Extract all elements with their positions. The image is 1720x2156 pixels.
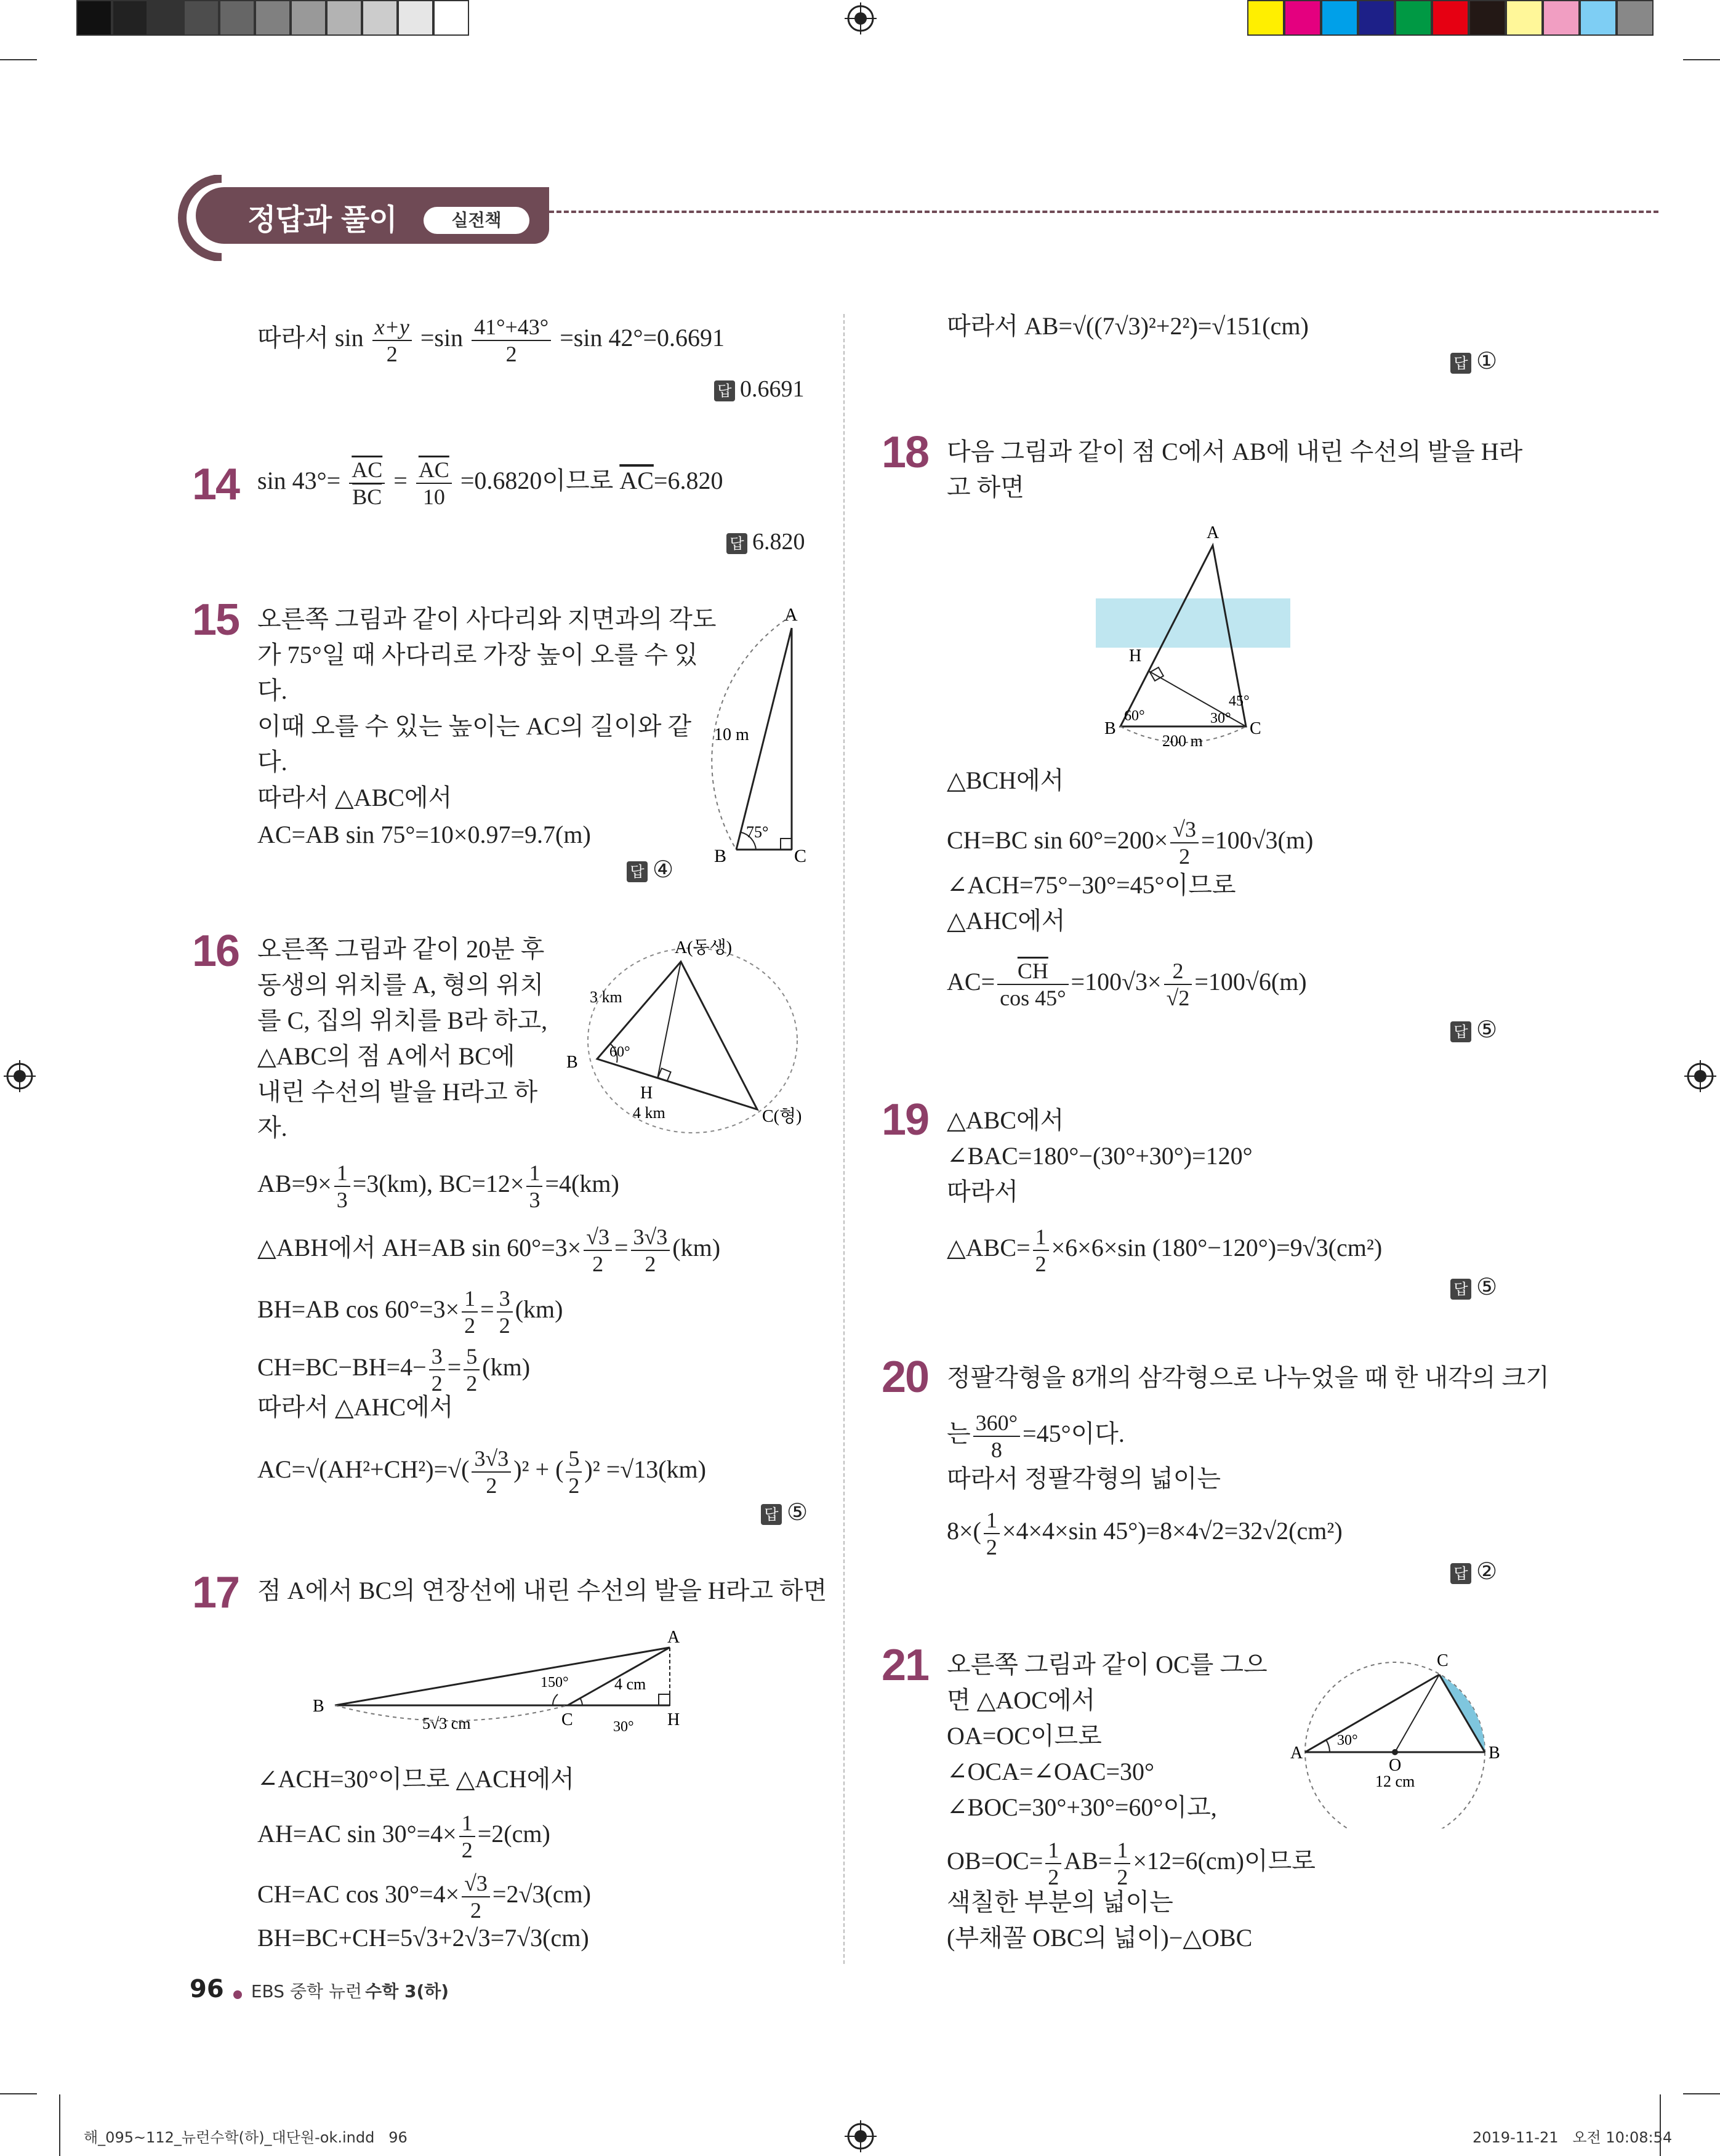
registration-mark	[1684, 1060, 1716, 1092]
color-swatch	[1395, 0, 1432, 36]
q18-calc-line: △BCH에서	[947, 766, 1064, 794]
bullet-icon	[233, 1990, 242, 1999]
footer	[190, 1975, 449, 2003]
crop-mark	[1683, 2093, 1720, 2094]
q15-fig-B: B	[714, 846, 727, 866]
publisher: EBS 중학 뉴런	[251, 1981, 363, 2001]
color-swatch	[1580, 0, 1617, 36]
file-info: 해_095~112_뉴런수학(하)_대단원-ok.indd 96	[84, 2129, 408, 2146]
q20-answer: 답 ②	[1450, 1558, 1497, 1585]
color-swatch	[291, 0, 326, 36]
color-swatch	[219, 0, 255, 36]
color-swatch	[362, 0, 398, 36]
q18-number: 18	[882, 428, 929, 477]
q15-line: 따라서 △ABC에서	[257, 784, 452, 811]
q18-fig-a30: 30°	[1210, 710, 1231, 726]
q18-fig-a60: 60°	[1124, 708, 1145, 724]
header-rule	[549, 211, 1658, 213]
q16-triangle-figure	[560, 936, 825, 1139]
q18-fig-B: B	[1104, 719, 1116, 738]
q13-line: 따라서 sin $\frac{x+y}{2}$ =sin $\frac{41^\circ+43^\circ}{2}$ =sin 42°=0.6691	[257, 315, 725, 366]
q19-answer: 답 ⑤	[1450, 1273, 1497, 1301]
q18-line: 고 하면	[947, 473, 1024, 501]
q16-fig-hc: 4 km	[633, 1104, 665, 1122]
q17-fig-ac: 4 cm	[614, 1675, 646, 1693]
q18-river-figure	[1083, 517, 1305, 751]
q21-fig-O: O	[1389, 1756, 1402, 1775]
q17-calc-line: AH=AC sin 30°=4× $\frac{1}{2}$ =2(cm)	[257, 1811, 550, 1862]
q16-fig-H: H	[640, 1084, 653, 1103]
q21-line: (부채꼴 OBC의 넓이)−△OBC	[947, 1924, 1253, 1952]
q21-line: 색칠한 부분의 넓이는	[947, 1888, 1173, 1916]
q15-line: AC=AB sin 75°=10×0.97=9.7(m)	[257, 821, 591, 848]
registration-mark	[4, 1060, 36, 1092]
q16-fig-B: B	[566, 1053, 578, 1072]
q21-line: OB=OC= $\frac{1}{2}$ AB= $\frac{1}{2}$ ×12=6(cm)이므로	[947, 1838, 1316, 1889]
q21-line: ∠OCA=∠OAC=30°	[947, 1758, 1155, 1785]
q16-line: 오른쪽 그림과 같이 20분 후	[257, 935, 545, 963]
color-swatch	[1432, 0, 1469, 36]
q17-fig-angle2: 30°	[613, 1719, 634, 1735]
q21-line: OA=OC이므로	[947, 1722, 1102, 1750]
q16-fig-C: C(형)	[762, 1107, 802, 1126]
page-header-title: 정답과 풀이	[247, 203, 397, 237]
q14-line: sin 43°= $\frac{\overline{AC}}{BC}$ = $\frac{\overline{AC}}{10}$ =0.6820이므로 $\overline{AC}=6.820$	[257, 457, 723, 509]
q13-answer: 답 0.6691	[714, 376, 805, 403]
q16-calc-line: BH=AB cos 60°=3× $\frac{1}{2}$ = $\frac{3}{2}$ (km)	[257, 1286, 563, 1338]
color-swatch	[1321, 0, 1358, 36]
q16-line: 자.	[257, 1114, 287, 1141]
q15-fig-angle: 75°	[746, 823, 769, 841]
color-swatch	[1469, 0, 1506, 36]
q17-calc-line: ∠ACH=30°이므로 △ACH에서	[257, 1765, 574, 1793]
q14-number: 14	[192, 460, 239, 509]
q16-fig-ab: 3 km	[590, 988, 622, 1006]
color-swatch	[1617, 0, 1654, 36]
q16-fig-angle: 60°	[609, 1044, 630, 1060]
color-swatch	[76, 0, 112, 36]
q15-fig-A: A	[784, 605, 798, 625]
q18-calc-line: △AHC에서	[947, 907, 1066, 935]
color-swatch	[183, 0, 219, 36]
q18-fig-H: H	[1129, 646, 1142, 666]
page-number: 96	[190, 1975, 224, 2003]
q17-fig-angle1: 150°	[541, 1675, 569, 1691]
q21-line: 오른쪽 그림과 같이 OC를 그으	[947, 1651, 1268, 1678]
color-swatch	[1247, 0, 1284, 36]
q17-fig-A: A	[667, 1628, 680, 1647]
q18-calc-line: ∠ACH=75°−30°=45°이므로	[947, 871, 1236, 899]
q15-line: 이때 오를 수 있는 높이는 AC의 길이와 같	[257, 712, 692, 740]
q16-fig-A: A(동생)	[675, 938, 732, 957]
q17-fig-bc: 5√3 cm	[422, 1715, 471, 1732]
q20-line: 정팔각형을 8개의 삼각형으로 나누었을 때 한 내각의 크기	[947, 1364, 1549, 1391]
q15-line: 다.	[257, 748, 287, 776]
q15-line: 오른쪽 그림과 같이 사다리와 지면과의 각도	[257, 605, 717, 633]
q21-circle-figure	[1280, 1644, 1502, 1828]
q18-line: 다음 그림과 같이 점 C에서 AB에 내린 수선의 발을 H라	[947, 438, 1523, 465]
q17-calc-line: CH=AC cos 30°=4× $\frac{√3}{2}$ =2√3(cm)	[257, 1871, 591, 1923]
print-timestamp: 2019-11-21 오전 10:08:54	[1473, 2129, 1673, 2146]
q20-line: 따라서 정팔각형의 넓이는	[947, 1465, 1221, 1492]
color-swatch	[433, 0, 469, 36]
color-swatch	[255, 0, 291, 36]
color-swatch	[112, 0, 148, 36]
q20-line: 8×( $\frac{1}{2}$ ×4×4×sin 45°)=8×4√2=32√2(cm²)	[947, 1508, 1343, 1559]
q18-fig-a45: 45°	[1229, 693, 1250, 709]
q16-answer: 답 ⑤	[761, 1498, 808, 1526]
q17-intro: 점 A에서 BC의 연장선에 내린 수선의 발을 H라고 하면	[257, 1577, 827, 1604]
q16-number: 16	[192, 927, 239, 976]
q19-line: △ABC에서	[947, 1106, 1064, 1134]
q21-fig-angle: 30°	[1337, 1732, 1358, 1748]
q17-conclusion: 따라서 AB=√((7√3)²+2²)=√151(cm)	[947, 312, 1309, 340]
q18-fig-bc: 200 m	[1162, 732, 1203, 750]
q15-ladder-figure	[702, 603, 825, 868]
column-divider	[843, 314, 845, 1964]
q16-calc-line: 따라서 △AHC에서	[257, 1393, 454, 1421]
color-swatch	[1543, 0, 1580, 36]
q21-fig-C: C	[1437, 1651, 1449, 1670]
q15-fig-len: 10 m	[714, 725, 749, 744]
q19-number: 19	[882, 1095, 929, 1144]
q16-calc-line: AC=√(AH²+CH²)=√( $\frac{3√3}{2}$ )² + ( $\frac{5}{2}$ )² =√13(km)	[257, 1446, 706, 1498]
q15-line: 가 75°일 때 사다리로 가장 높이 오를 수 있	[257, 641, 698, 669]
q18-calc-line: CH=BC sin 60°=200× $\frac{√3}{2}$ =100√3(m)	[947, 817, 1314, 869]
color-swatch	[1506, 0, 1543, 36]
q16-calc-line: CH=BC−BH=4− $\frac{3}{2}$ = $\frac{5}{2}$ (km)	[257, 1344, 531, 1396]
q18-answer: 답 ⑤	[1450, 1016, 1497, 1044]
crop-mark	[1683, 59, 1720, 60]
q21-fig-B: B	[1489, 1744, 1500, 1763]
q17-calc-line: BH=BC+CH=5√3+2√3=7√3(cm)	[257, 1924, 589, 1952]
q21-line: 면 △AOC에서	[947, 1686, 1096, 1714]
crop-mark	[0, 59, 37, 60]
q20-line: 는 $\frac{360^\circ}{8}$ =45°이다.	[947, 1410, 1125, 1462]
color-swatch	[1284, 0, 1321, 36]
q17-fig-C: C	[561, 1710, 573, 1729]
q19-line: △ABC= $\frac{1}{2}$ ×6×6×sin (180°−120°)=9√3(cm²)	[947, 1225, 1383, 1276]
q15-number: 15	[192, 595, 239, 645]
registration-mark	[845, 2120, 877, 2152]
q15-fig-C: C	[794, 846, 807, 866]
section-badge: 실전책	[424, 207, 529, 234]
q21-fig-A: A	[1290, 1744, 1303, 1763]
river-band	[1096, 598, 1290, 648]
q15-line: 다.	[257, 677, 287, 704]
q18-calc-line: AC= $\frac{\overline{CH}}{\cos 45^\circ}$ =100√3× $\frac{2}{√2}$ =100√6(m)	[947, 959, 1307, 1010]
subject: 수학 3(하)	[365, 1981, 449, 2001]
q14-answer: 답 6.820	[726, 528, 805, 555]
color-swatch	[326, 0, 362, 36]
color-swatch	[1358, 0, 1395, 36]
q21-fig-ab: 12 cm	[1375, 1772, 1415, 1790]
q17-number: 17	[192, 1568, 239, 1617]
q21-line: ∠BOC=30°+30°=60°이고,	[947, 1793, 1217, 1821]
crop-mark	[0, 2093, 37, 2094]
q17-fig-B: B	[313, 1697, 324, 1716]
color-swatch	[148, 0, 183, 36]
q19-line: 따라서	[947, 1178, 1018, 1205]
q16-line: 동생의 위치를 A, 형의 위치	[257, 971, 544, 999]
q18-fig-C: C	[1250, 719, 1261, 738]
q15-answer: 답 ④	[627, 856, 673, 883]
q18-fig-A: A	[1207, 523, 1220, 542]
q16-calc-line: △ABH에서 AH=AB sin 60°=3× $\frac{√3}{2}$ = $\frac{3√3}{2}$ (km)	[257, 1225, 721, 1276]
crop-mark	[59, 2094, 60, 2156]
q17-fig-H: H	[667, 1710, 680, 1729]
color-swatch	[398, 0, 433, 36]
registration-mark	[845, 2, 877, 34]
q17-triangle-figure	[308, 1625, 702, 1736]
q20-number: 20	[882, 1353, 929, 1402]
q16-calc-line: AB=9× $\frac{1}{3}$ =3(km), BC=12× $\frac{1}{3}$ =4(km)	[257, 1160, 619, 1212]
q19-line: ∠BAC=180°−(30°+30°)=120°	[947, 1142, 1253, 1170]
q16-line: 를 C, 집의 위치를 B라 하고,	[257, 1007, 548, 1034]
q21-number: 21	[882, 1641, 929, 1690]
q16-line: 내린 수선의 발을 H라고 하	[257, 1078, 538, 1106]
q16-line: △ABC의 점 A에서 BC에	[257, 1042, 515, 1070]
q17-answer: 답 ①	[1450, 347, 1497, 375]
